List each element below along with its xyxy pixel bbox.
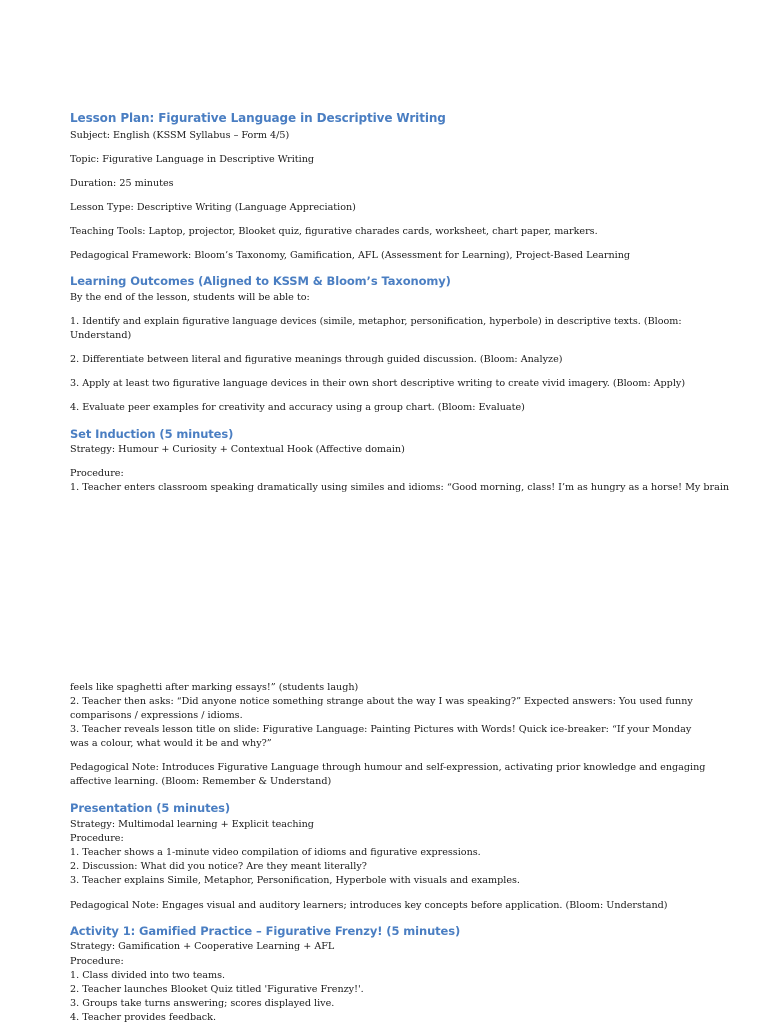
set-induction-step-1: 1. Teacher enters classroom speaking dramatically using similes and idioms: “Good morning, class! I’m as hungry as a horse! My brain	[70, 482, 730, 493]
set-induction-step-1-continued: feels like spaghetti after marking essays!” (students laugh)	[70, 682, 359, 693]
learning-outcomes-heading: Learning Outcomes (Aligned to KSSM & Bloom’s Taxonomy)	[70, 274, 451, 288]
outcome-item-4: 4. Evaluate peer examples for creativity and accuracy using a group chart. (Bloom: Evaluate)	[70, 402, 525, 413]
outcomes-intro: By the end of the lesson, students will be able to:	[70, 292, 310, 303]
activity-1-heading: Activity 1: Gamified Practice – Figurative Frenzy! (5 minutes)	[70, 924, 461, 938]
set-induction-strategy: Strategy: Humour + Curiosity + Contextual Hook (Affective domain)	[70, 444, 405, 455]
activity-1-step-3: 3. Groups take turns answering; scores displayed live.	[70, 998, 335, 1009]
subject-line: Subject: English (KSSM Syllabus – Form 4/5)	[70, 130, 290, 141]
presentation-step-2: 2. Discussion: What did you notice? Are they meant literally?	[70, 861, 367, 872]
presentation-heading: Presentation (5 minutes)	[70, 801, 231, 815]
set-induction-procedure-label: Procedure:	[70, 468, 124, 479]
framework-line: Pedagogical Framework: Bloom’s Taxonomy, Gamification, AFL (Assessment for Learning), Project-Based Learning	[70, 250, 631, 261]
presentation-step-1: 1. Teacher shows a 1-minute video compilation of idioms and figurative expressions.	[70, 847, 481, 858]
set-induction-heading: Set Induction (5 minutes)	[70, 427, 234, 441]
set-induction-note: Pedagogical Note: Introduces Figurative Language through humour and self-expression, activating prior knowledge and engaging affective learning. (Bloom: Remember & Understand)	[70, 762, 706, 787]
presentation-step-3: 3. Teacher explains Simile, Metaphor, Personification, Hyperbole with visuals and examples.	[70, 875, 520, 886]
teaching-tools-line: Teaching Tools: Laptop, projector, Blooket quiz, figurative charades cards, worksheet, chart paper, markers.	[70, 226, 598, 237]
presentation-strategy: Strategy: Multimodal learning + Explicit teaching	[70, 819, 314, 830]
presentation-procedure-label: Procedure:	[70, 833, 124, 844]
set-induction-step-2: 2. Teacher then asks: “Did anyone notice something strange about the way I was speaking?” Expected answers: You used funny comparisons / expressions / idioms.	[70, 696, 693, 721]
activity-1-step-2: 2. Teacher launches Blooket Quiz titled 'Figurative Frenzy!'.	[70, 984, 364, 995]
activity-1-step-4: 4. Teacher provides feedback.	[70, 1012, 217, 1023]
outcome-item-2: 2. Differentiate between literal and figurative meanings through guided discussion. (Bloom: Analyze)	[70, 354, 563, 365]
set-induction-step-3: 3. Teacher reveals lesson title on slide: Figurative Language: Painting Pictures with Words! Quick ice-breaker: “If your Monday was a colour, what would it be and why?”	[70, 724, 692, 749]
outcome-item-1: 1. Identify and explain figurative language devices (simile, metaphor, personification, hyperbole) in descriptive texts. (Bloom: Understand)	[70, 316, 682, 341]
lesson-type-line: Lesson Type: Descriptive Writing (Language Appreciation)	[70, 202, 356, 213]
outcome-item-3: 3. Apply at least two figurative language devices in their own short descriptive writing to create vivid imagery. (Bloom: Apply)	[70, 378, 686, 389]
presentation-note: Pedagogical Note: Engages visual and auditory learners; introduces key concepts before application. (Bloom: Understand)	[70, 900, 668, 911]
lesson-plan-title: Lesson Plan: Figurative Language in Descriptive Writing	[70, 111, 446, 125]
activity-1-procedure-label: Procedure:	[70, 956, 124, 967]
activity-1-step-1: 1. Class divided into two teams.	[70, 970, 226, 981]
activity-1-strategy: Strategy: Gamification + Cooperative Learning + AFL	[70, 941, 335, 952]
duration-line: Duration: 25 minutes	[70, 178, 174, 189]
topic-line: Topic: Figurative Language in Descriptive Writing	[70, 154, 315, 165]
